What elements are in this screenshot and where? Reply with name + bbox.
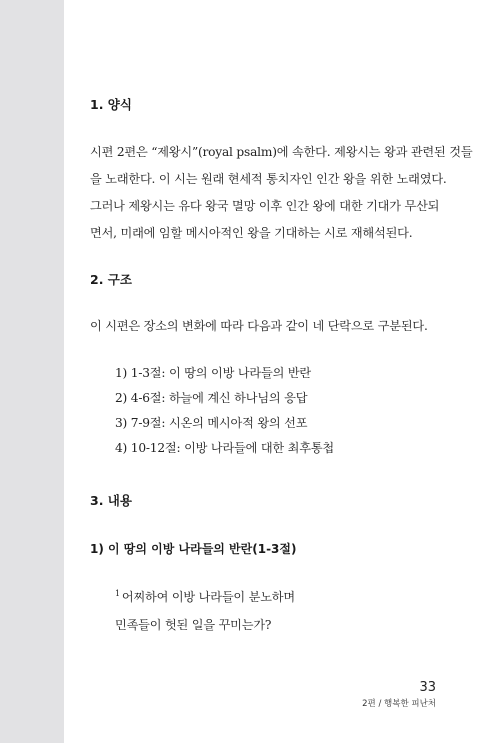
- list-item: 1) 1-3절: 이 땅의 이방 나라들의 반란: [115, 366, 311, 380]
- section-heading-structure: 2. 구조: [90, 272, 132, 287]
- list-item: 3) 7-9절: 시온의 메시아적 왕의 선포: [115, 416, 308, 430]
- running-title: 2편 / 행복한 피난처: [362, 699, 436, 709]
- form-line-1: 시편 2편은 “제왕시”(royal psalm)에 속한다. 제왕시는 왕과 관련된 것들: [90, 145, 473, 159]
- structure-intro: [90, 313, 450, 340]
- verse-line-2: 민족들이 헛된 일을 꾸미는가?: [115, 618, 272, 632]
- verse-number: 1: [115, 589, 120, 598]
- form-line-3: 그러나 제왕시는 유다 왕국 멸망 이후 인간 왕에 대한 기대가 무산되: [90, 199, 440, 213]
- structure-list: [115, 361, 334, 461]
- list-item: 2) 4-6절: 하늘에 계신 하나님의 응답: [115, 391, 308, 405]
- form-paragraph: [90, 139, 473, 247]
- structure-intro-line: 이 시편은 장소의 변화에 따라 다음과 같이 네 단락으로 구분된다.: [90, 319, 428, 333]
- page-number: 33: [419, 680, 436, 695]
- verse-block: [115, 580, 295, 639]
- verse-line-1: [115, 580, 295, 611]
- verse-text-1: 어찌하여 이방 나라들이 분노하며: [121, 590, 295, 604]
- form-line-4: 면서, 미래에 임할 메시아적인 왕을 기대하는 시로 재해석된다.: [90, 226, 413, 240]
- subsection-heading: 1) 이 땅의 이방 나라들의 반란(1-3절): [90, 542, 297, 556]
- form-line-2: 을 노래한다. 이 시는 원래 현세적 통치자인 인간 왕을 위한 노래였다.: [90, 172, 447, 186]
- section-heading-form: 1. 양식: [90, 97, 132, 112]
- section-heading-content: 3. 내용: [90, 493, 132, 508]
- list-item: 4) 10-12절: 이방 나라들에 대한 최후통첩: [115, 441, 334, 455]
- page-margin-strip: [0, 0, 64, 743]
